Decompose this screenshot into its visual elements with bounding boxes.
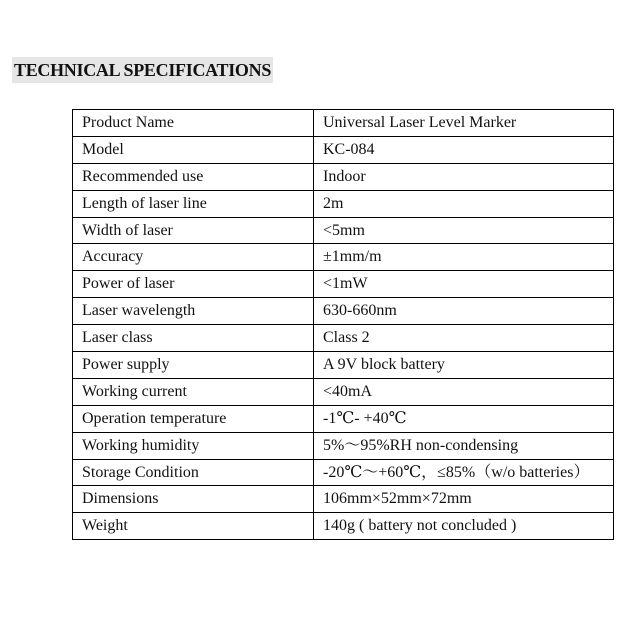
table-row — [73, 405, 614, 432]
table-row — [73, 271, 614, 298]
spec-label: Accuracy — [73, 244, 314, 271]
table-row — [73, 163, 614, 190]
spec-value: 140g ( battery not concluded ) — [314, 513, 614, 540]
spec-label: Length of laser line — [73, 190, 314, 217]
spec-label: Working current — [73, 378, 314, 405]
table-row — [73, 190, 614, 217]
spec-label: Model — [73, 136, 314, 163]
spec-label: Power of laser — [73, 271, 314, 298]
spec-label: Recommended use — [73, 163, 314, 190]
table-row — [73, 244, 614, 271]
spec-value: -20℃～+60℃，≤85%（w/o batteries） — [314, 459, 614, 486]
section-heading: TECHNICAL SPECIFICATIONS — [12, 57, 273, 83]
spec-value: <40mA — [314, 378, 614, 405]
table-row — [73, 352, 614, 379]
spec-table — [72, 109, 614, 540]
table-row — [73, 110, 614, 137]
spec-value: Universal Laser Level Marker — [314, 110, 614, 137]
spec-label: Width of laser — [73, 217, 314, 244]
table-row — [73, 513, 614, 540]
table-row — [73, 459, 614, 486]
spec-label: Power supply — [73, 352, 314, 379]
spec-label: Operation temperature — [73, 405, 314, 432]
spec-value: <5mm — [314, 217, 614, 244]
spec-value: <1mW — [314, 271, 614, 298]
spec-label: Laser class — [73, 325, 314, 352]
spec-value: ±1mm/m — [314, 244, 614, 271]
table-row — [73, 486, 614, 513]
spec-value: Class 2 — [314, 325, 614, 352]
spec-value: 2m — [314, 190, 614, 217]
spec-value: A 9V block battery — [314, 352, 614, 379]
spec-label: Weight — [73, 513, 314, 540]
spec-label: Storage Condition — [73, 459, 314, 486]
table-row — [73, 325, 614, 352]
spec-value: Indoor — [314, 163, 614, 190]
table-row — [73, 136, 614, 163]
spec-value: KC-084 — [314, 136, 614, 163]
table-row — [73, 432, 614, 459]
spec-value: 630-660nm — [314, 298, 614, 325]
spec-value: 106mm×52mm×72mm — [314, 486, 614, 513]
spec-value: 5%～95%RH non-condensing — [314, 432, 614, 459]
spec-label: Product Name — [73, 110, 314, 137]
spec-label: Working humidity — [73, 432, 314, 459]
spec-value: -1℃- +40℃ — [314, 405, 614, 432]
table-row — [73, 217, 614, 244]
spec-label: Laser wavelength — [73, 298, 314, 325]
table-row — [73, 378, 614, 405]
spec-label: Dimensions — [73, 486, 314, 513]
table-row — [73, 298, 614, 325]
